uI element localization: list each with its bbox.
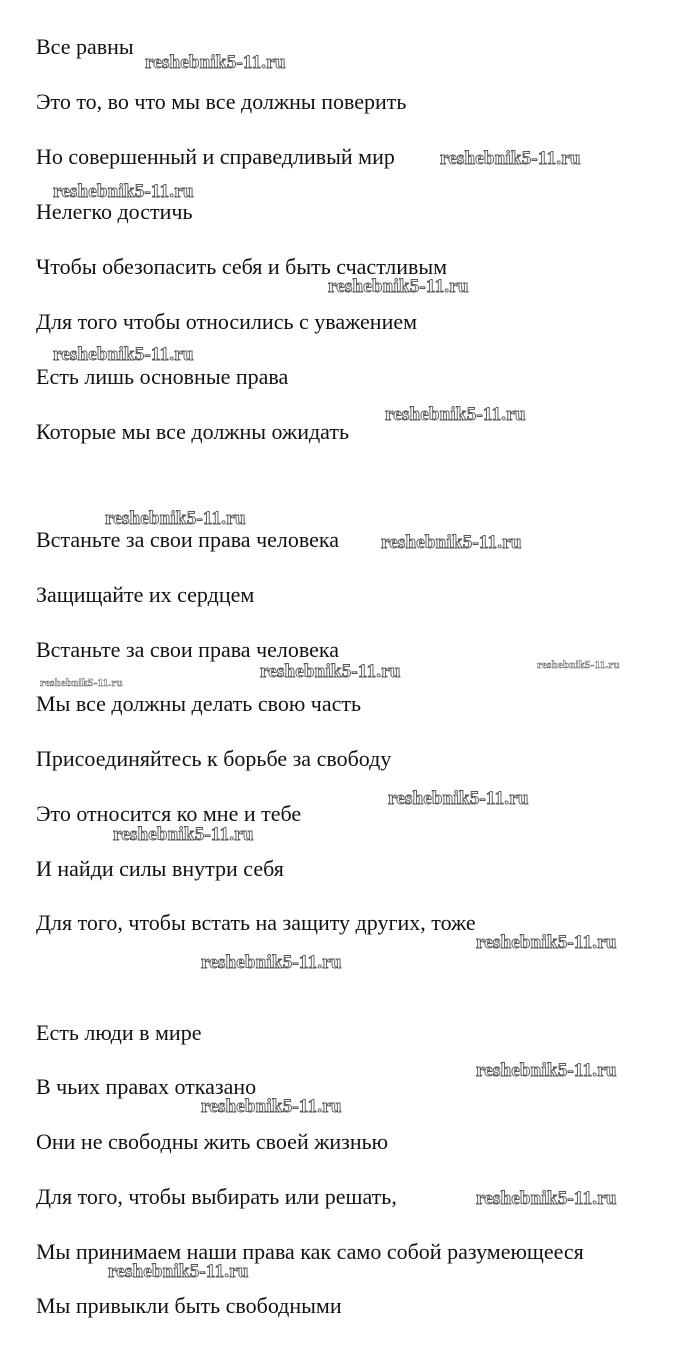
watermark: reshebnik5-11.ru: [381, 532, 522, 553]
lyric-line: Мы привыкли быть свободными: [36, 1293, 342, 1318]
lyric-line: Для того чтобы относились с уважением: [36, 309, 418, 334]
watermark: reshebnik5-11.ru: [476, 1060, 617, 1081]
lyric-line: Это относится ко мне и тебе: [36, 801, 302, 826]
watermark: reshebnik5-11.ru: [260, 661, 401, 682]
watermark: reshebnik5-11.ru: [105, 508, 246, 529]
watermark: reshebnik5-11.ru: [328, 276, 469, 297]
lyric-line: Есть лишь основные права: [36, 364, 289, 389]
watermark: reshebnik5-11.ru: [440, 148, 581, 169]
lyric-line: Они не свободны жить своей жизнью: [36, 1129, 389, 1154]
lyric-line: Встаньте за свои права человека: [36, 637, 340, 662]
lyric-line: Для того, чтобы выбирать или решать,: [36, 1184, 397, 1209]
lyric-line: Чтобы обезопасить себя и быть счастливым: [36, 254, 448, 279]
lyric-line: Нелегко достичь: [36, 199, 193, 224]
watermark: reshebnik5-11.ru: [201, 1096, 342, 1117]
watermark: reshebnik5-11.ru: [145, 52, 286, 73]
watermark: reshebnik5-11.ru: [108, 1261, 249, 1282]
watermark: reshebnik5-11.ru: [40, 677, 123, 689]
lyric-line: Присоединяйтесь к борьбе за свободу: [36, 746, 392, 771]
watermark: reshebnik5-11.ru: [476, 932, 617, 953]
lyric-line: Есть люди в мире: [36, 1020, 202, 1045]
watermark: reshebnik5-11.ru: [476, 1188, 617, 1209]
lyric-line: Защищайте их сердцем: [36, 582, 255, 607]
lyric-line: Мы принимаем наши права как само собой разумеющееся: [36, 1239, 584, 1264]
lyric-line: Все равны: [36, 34, 134, 59]
lyric-line: Встаньте за свои права человека: [36, 527, 340, 552]
watermark: reshebnik5-11.ru: [201, 952, 342, 973]
lyric-line: Но совершенный и справедливый мир: [36, 144, 395, 169]
watermark: reshebnik5-11.ru: [53, 344, 194, 365]
lyric-line: Которые мы все должны ожидать: [36, 419, 350, 444]
lyric-line: Это то, во что мы все должны поверить: [36, 89, 407, 114]
lyric-line: Мы все должны делать свою часть: [36, 691, 361, 716]
lyric-line: В чьих правах отказано: [36, 1074, 257, 1099]
lyric-line: И найди силы внутри себя: [36, 856, 284, 881]
watermark: reshebnik5-11.ru: [537, 659, 620, 671]
watermark: reshebnik5-11.ru: [113, 824, 254, 845]
watermark: reshebnik5-11.ru: [388, 788, 529, 809]
watermark: reshebnik5-11.ru: [385, 404, 526, 425]
lyric-line: Для того, чтобы встать на защиту других, тоже: [36, 910, 476, 935]
watermark: reshebnik5-11.ru: [53, 181, 194, 202]
